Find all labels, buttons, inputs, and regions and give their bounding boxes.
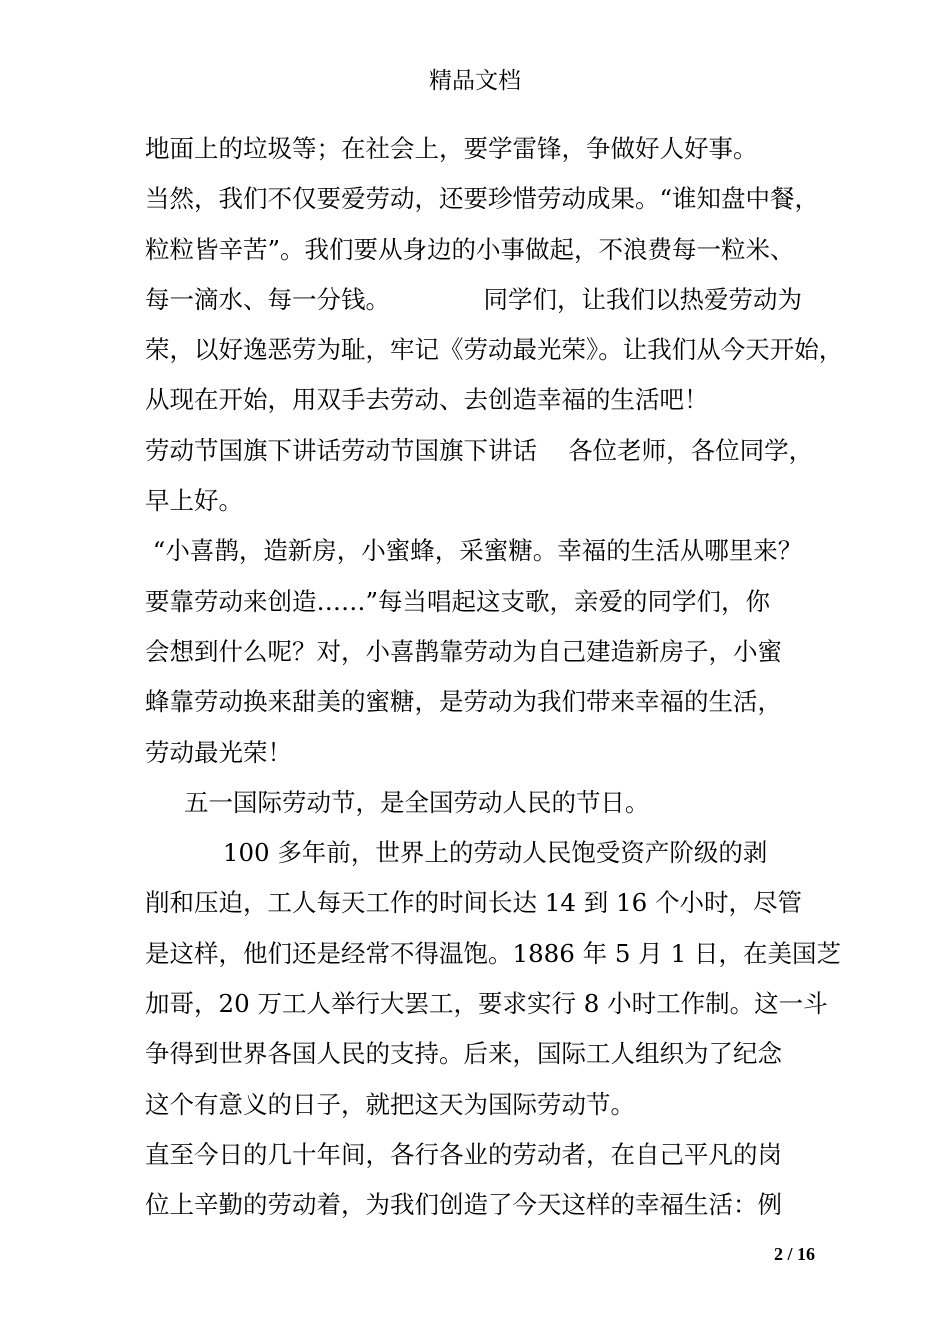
- text-line: 100 多年前，世界上的劳动人民饱受资产阶级的剥: [145, 838, 768, 868]
- text-line: 会想到什么呢？对，小喜鹊靠劳动为自己建造新房子，小蜜: [145, 636, 782, 666]
- text-line: 要靠劳动来创造……”每当唱起这支歌，亲爱的同学们，你: [145, 586, 771, 616]
- text-line: 劳动节国旗下讲话劳动节国旗下讲话 各位老师，各位同学，: [145, 435, 814, 465]
- text-line: “小喜鹊，造新房，小蜜蜂，采蜜糖。幸福的生活从哪里来？: [145, 536, 803, 566]
- page-header-title: 精品文档: [429, 68, 521, 94]
- text-line: 地面上的垃圾等；在社会上，要学雷锋，争做好人好事。: [145, 134, 758, 163]
- text-line: 荣，以好逸恶劳为耻，牢记《劳动最光荣》。让我们从今天开始，: [145, 335, 844, 365]
- page-number: 2 / 16: [773, 1244, 815, 1264]
- text-line: 蜂靠劳动换来甜美的蜜糖，是劳动为我们带来幸福的生活，: [145, 687, 782, 717]
- text-line: 劳动最光荣！: [145, 737, 292, 767]
- text-line: 当然，我们不仅要爱劳动，还要珍惜劳动成果。“谁知盘中餐，: [145, 184, 820, 214]
- text-line: 削和压迫，工人每天工作的时间长达 14 到 16 个小时，尽管: [145, 888, 802, 918]
- text-line: 是这样，他们还是经常不得温饱。1886 年 5 月 1 日，在美国芝: [145, 938, 841, 968]
- text-line: 直至今日的几十年间，各行各业的劳动者，在自己平凡的岗: [145, 1139, 782, 1169]
- text-line: 位上辛勤的劳动着，为我们创造了今天这样的幸福生活：例: [145, 1190, 782, 1220]
- text-line: 早上好。: [145, 486, 243, 516]
- text-line: 每一滴水、每一分钱。 同学们，让我们以热爱劳动为: [145, 284, 802, 314]
- text-line: 争得到世界各国人民的支持。后来，国际工人组织为了纪念: [145, 1039, 782, 1069]
- text-line: 粒粒皆辛苦”。我们要从身边的小事做起，不浪费每一粒米、: [145, 234, 795, 264]
- text-line: 从现在开始，用双手去劳动、去创造幸福的生活吧！: [145, 385, 709, 415]
- text-line: 五一国际劳动节，是全国劳动人民的节日。: [145, 787, 650, 817]
- text-line: 加哥，20 万工人举行大罢工，要求实行 8 小时工作制。这一斗: [145, 989, 828, 1019]
- text-line: 这个有意义的日子，就把这天为国际劳动节。: [145, 1089, 635, 1119]
- body-text: [145, 130, 844, 1237]
